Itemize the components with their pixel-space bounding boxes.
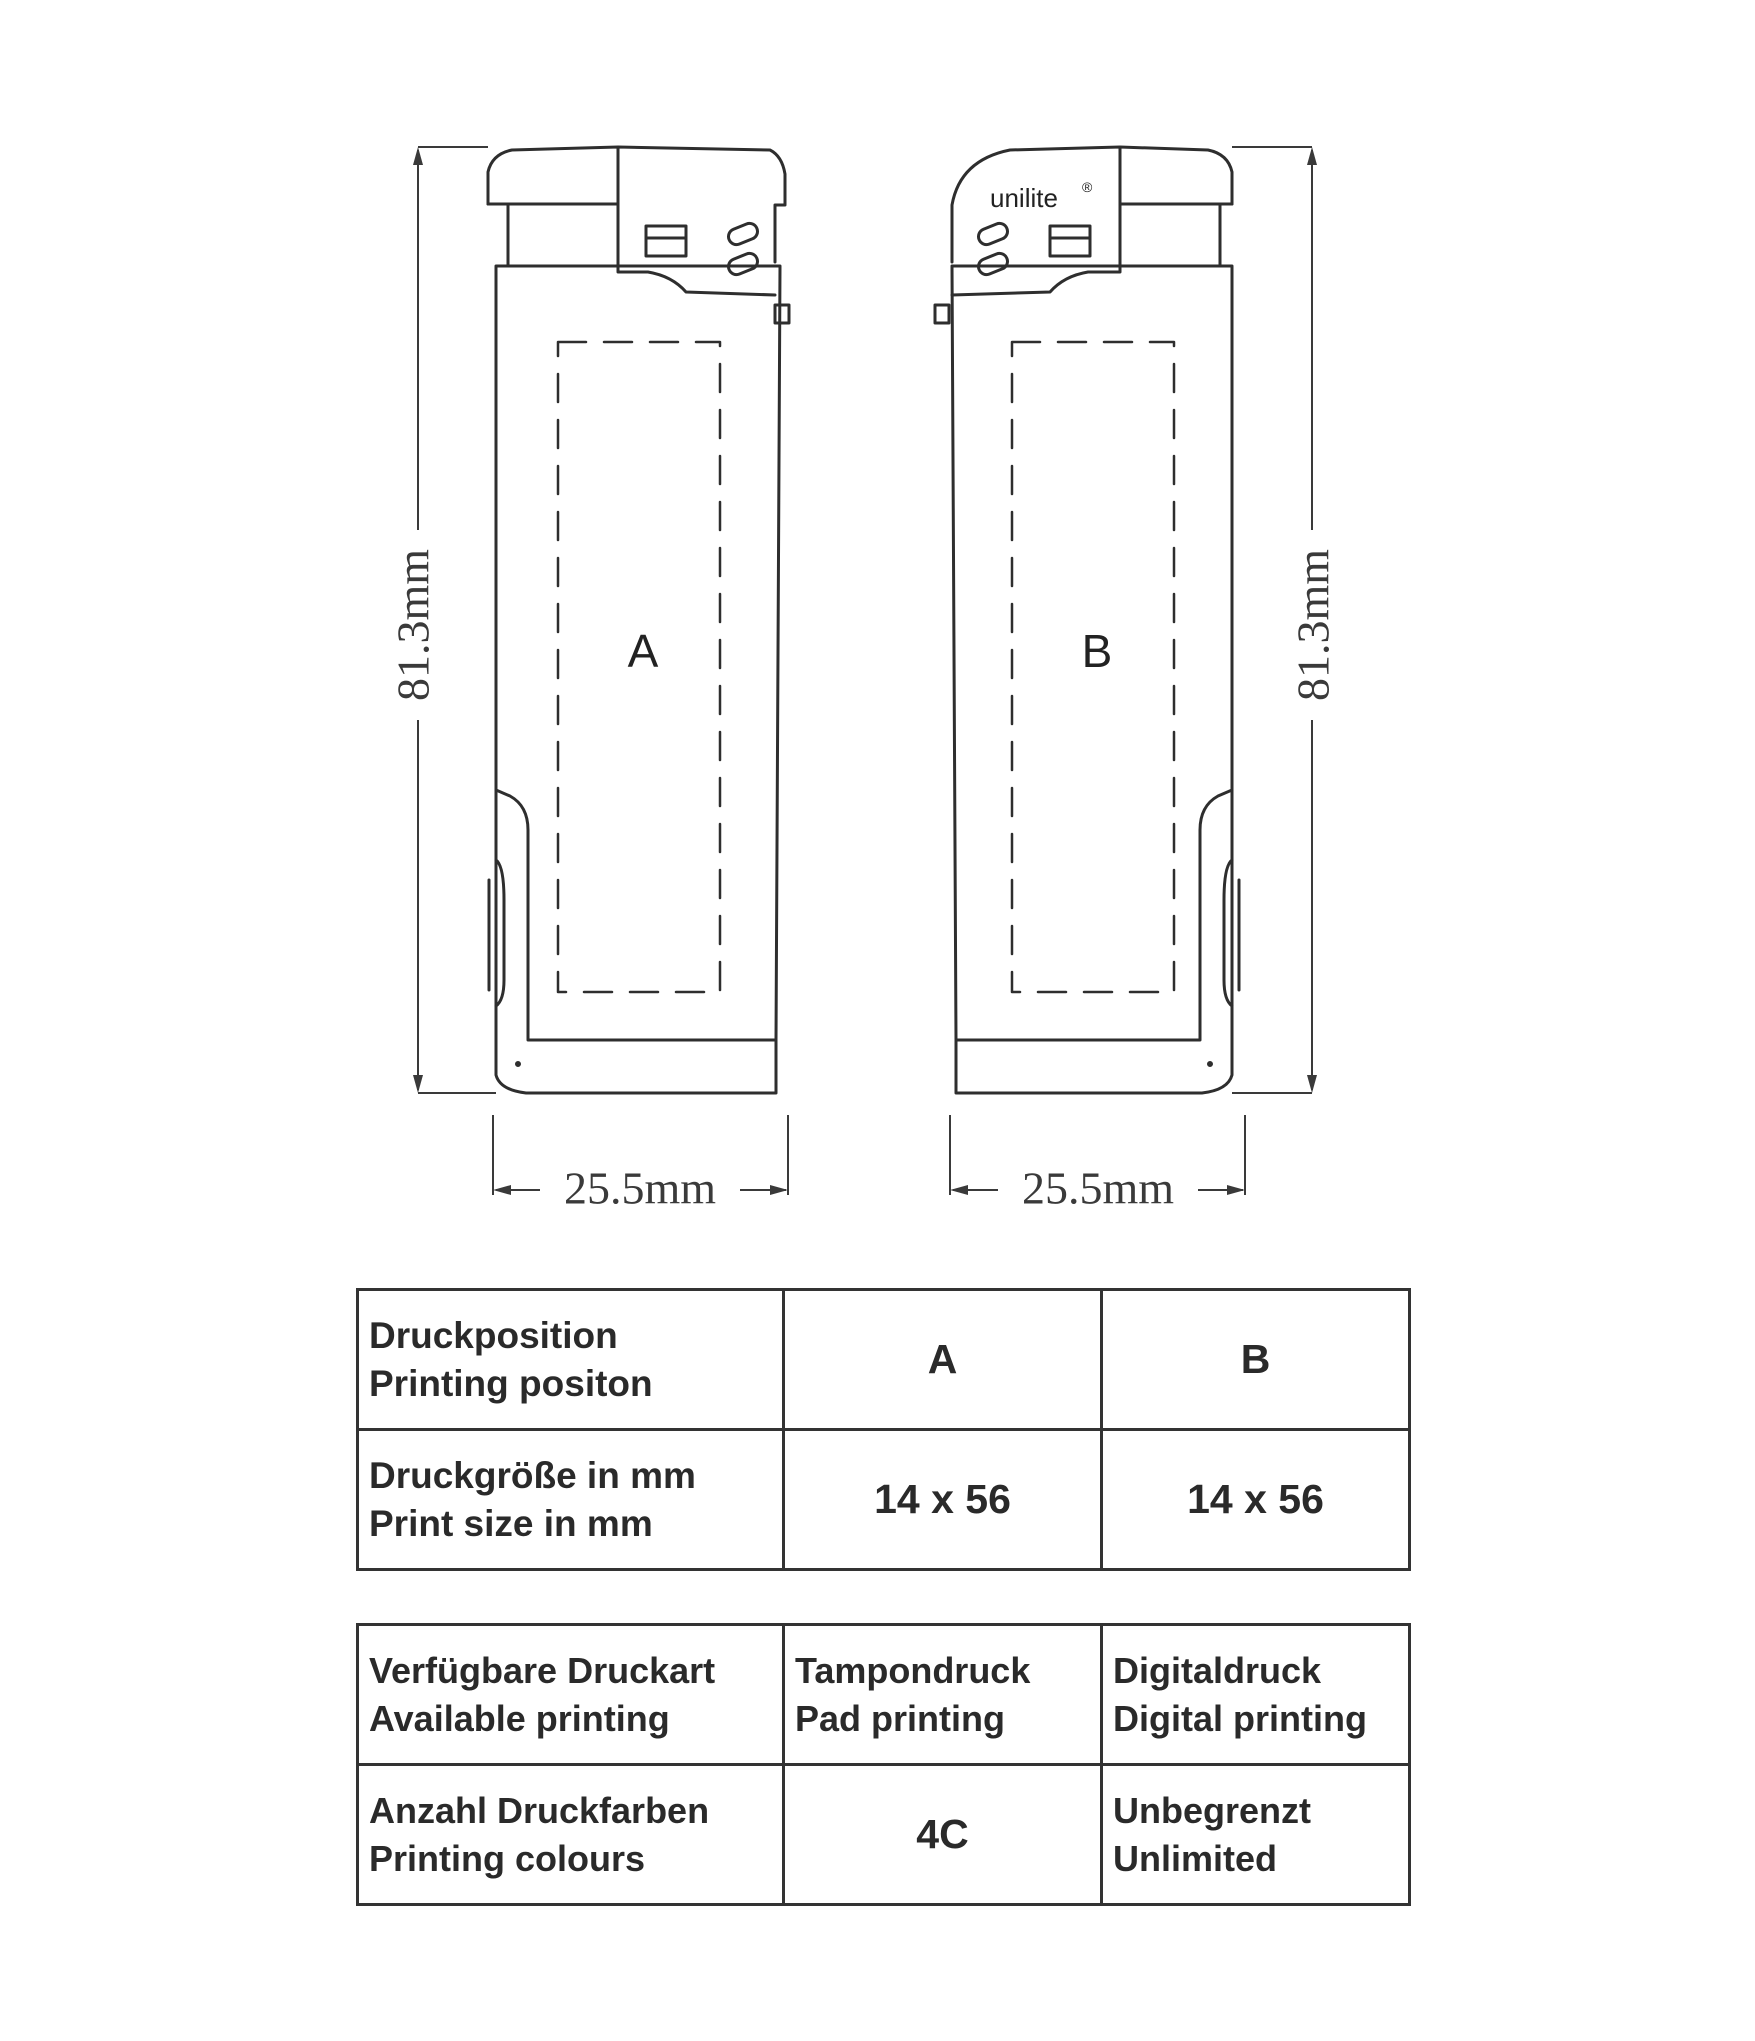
colours-b-cell	[1102, 1765, 1410, 1905]
colours-b-de: Unbegrenzt	[1113, 1789, 1311, 1831]
row-label-cell	[358, 1765, 784, 1905]
lighter-back	[935, 147, 1239, 1093]
printing-methods-table	[356, 1623, 1411, 1906]
method-b-de: Digitaldruck	[1113, 1649, 1322, 1691]
position-label-a: A	[627, 625, 659, 677]
brand-logo: unilite	[990, 183, 1058, 213]
row-label-cell	[358, 1625, 784, 1765]
label-en: Available printing	[369, 1697, 670, 1739]
label-en: Printing colours	[369, 1837, 646, 1879]
size-b-cell: 14 x 56	[1102, 1430, 1410, 1570]
width-label-left: 25.5mm	[563, 1162, 717, 1214]
size-a-cell: 14 x 56	[784, 1430, 1102, 1570]
position-b-cell: B	[1102, 1290, 1410, 1430]
colours-b-en: Unlimited	[1113, 1837, 1278, 1879]
position-label-b: B	[1081, 625, 1113, 677]
lighter-front	[488, 147, 789, 1093]
width-label-right: 25.5mm	[1021, 1162, 1175, 1214]
table-row	[358, 1430, 1410, 1570]
label-de: Anzahl Druckfarben	[369, 1789, 710, 1831]
colours-a-cell: 4C	[784, 1765, 1102, 1905]
table-row	[358, 1290, 1410, 1430]
registered-mark: ®	[1082, 179, 1093, 195]
height-label-left: 81.3mm	[387, 548, 439, 702]
table-row	[358, 1765, 1410, 1905]
height-label-right: 81.3mm	[1287, 548, 1339, 702]
label-en: Printing positon	[369, 1362, 653, 1404]
method-a-de: Tampondruck	[795, 1649, 1031, 1691]
row-label-cell	[358, 1430, 784, 1570]
method-b-cell	[1102, 1625, 1410, 1765]
row-label-cell	[358, 1290, 784, 1430]
method-b-en: Digital printing	[1113, 1697, 1367, 1739]
table-row	[358, 1625, 1410, 1765]
label-de: Druckposition	[369, 1314, 618, 1356]
position-a-cell: A	[784, 1290, 1102, 1430]
print-position-table	[356, 1288, 1411, 1571]
label-de: Verfügbare Druckart	[369, 1649, 716, 1691]
label-en: Print size in mm	[369, 1502, 653, 1544]
label-de: Druckgröße in mm	[369, 1454, 696, 1496]
method-a-cell	[784, 1625, 1102, 1765]
method-a-en: Pad printing	[795, 1697, 1005, 1739]
